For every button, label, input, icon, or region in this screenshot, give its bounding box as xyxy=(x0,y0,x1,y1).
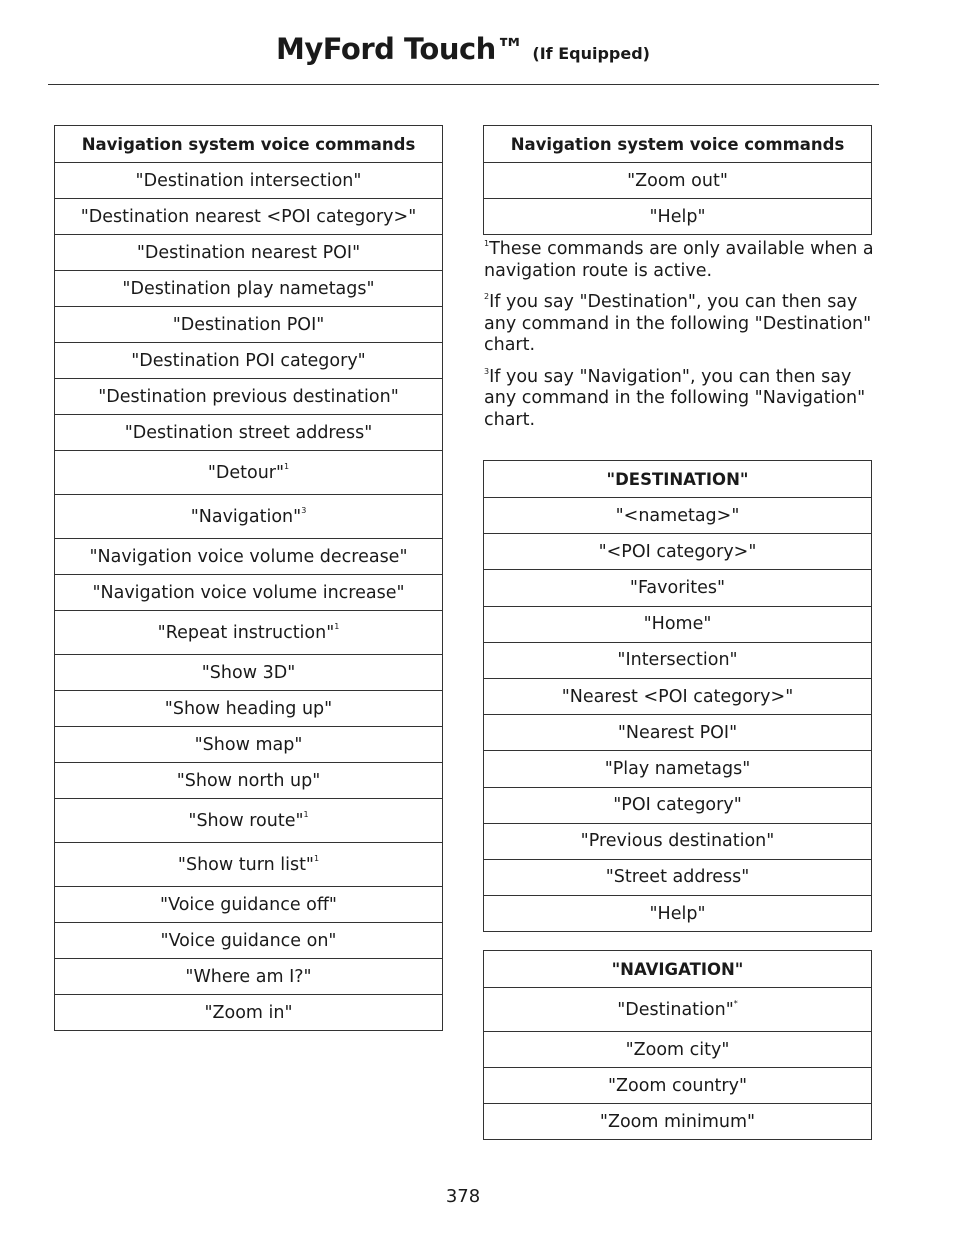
command-cell xyxy=(55,923,443,959)
footnote-text: If you say "Destination", you can then say any command in the following "Destination" chart. xyxy=(484,292,872,355)
navigation-commands-table xyxy=(483,950,872,1140)
command-text: "Show route" xyxy=(188,810,304,831)
command-cell xyxy=(55,843,443,887)
footnote-mark: 1 xyxy=(484,239,490,248)
command-cell xyxy=(55,887,443,923)
table-row xyxy=(484,606,872,642)
command-cell xyxy=(55,655,443,691)
table-header: "NAVIGATION" xyxy=(484,951,872,988)
command-cell xyxy=(484,498,872,534)
footnotes xyxy=(484,239,876,441)
table-row xyxy=(55,235,443,271)
command-cell xyxy=(55,995,443,1031)
table-row xyxy=(55,727,443,763)
command-text: "Previous destination" xyxy=(580,831,775,852)
command-cell xyxy=(484,534,872,570)
command-cell xyxy=(484,1068,872,1104)
table-row xyxy=(55,343,443,379)
command-text: "Destination nearest <POI category>" xyxy=(80,206,417,227)
table-row xyxy=(55,995,443,1031)
command-cell xyxy=(484,678,872,714)
page-number: 378 xyxy=(445,1186,481,1207)
command-cell xyxy=(55,451,443,495)
command-cell xyxy=(484,896,872,932)
table-header: Navigation system voice commands xyxy=(55,126,443,163)
table-row xyxy=(484,1032,872,1068)
table-row xyxy=(55,611,443,655)
table-row xyxy=(484,715,872,751)
command-cell xyxy=(484,859,872,895)
command-text: "Zoom country" xyxy=(607,1075,748,1096)
command-text: "Detour" xyxy=(207,462,285,483)
footnote-mark: 2 xyxy=(484,292,490,301)
command-cell xyxy=(484,642,872,678)
footnote-reference: 1 xyxy=(284,461,290,471)
footnote-mark: 3 xyxy=(484,366,490,376)
command-cell xyxy=(55,415,443,451)
table-row xyxy=(55,271,443,307)
footnote-reference: 1 xyxy=(334,621,340,631)
footnote-text: These commands are only available when a navigation route is active. xyxy=(484,239,874,281)
table-row xyxy=(55,575,443,611)
command-text: "Zoom in" xyxy=(204,1002,293,1023)
command-cell xyxy=(55,539,443,575)
table-row xyxy=(484,642,872,678)
table-row xyxy=(484,859,872,895)
command-text: "Show heading up" xyxy=(164,698,333,719)
command-text: "Show map" xyxy=(194,734,303,755)
command-text: "Navigation voice volume decrease" xyxy=(89,546,408,567)
command-text: "Navigation voice volume increase" xyxy=(92,582,405,603)
command-cell xyxy=(484,606,872,642)
page-title: MyFord Touch™ xyxy=(276,32,525,66)
command-text: "Street address" xyxy=(605,867,750,888)
command-text: "Voice guidance on" xyxy=(160,930,337,951)
table-row xyxy=(484,896,872,932)
command-text: "Where am I?" xyxy=(185,966,312,987)
page-subtitle: (If Equipped) xyxy=(532,44,650,63)
table-row xyxy=(484,823,872,859)
command-cell xyxy=(55,235,443,271)
command-text: "Show north up" xyxy=(176,770,321,791)
command-cell xyxy=(55,611,443,655)
table-row xyxy=(55,495,443,539)
table-row xyxy=(484,498,872,534)
command-text: "Help" xyxy=(649,206,706,227)
table-row xyxy=(55,415,443,451)
command-text: "Help" xyxy=(649,903,706,924)
table-header: "DESTINATION" xyxy=(484,461,872,498)
command-text: "Navigation" xyxy=(190,506,302,527)
destination-commands-table xyxy=(483,460,872,932)
command-text: "POI category" xyxy=(613,795,742,816)
command-text: "Zoom out" xyxy=(627,170,728,191)
command-cell xyxy=(484,199,872,235)
command-cell xyxy=(484,1104,872,1140)
command-cell xyxy=(55,727,443,763)
command-text: "Favorites" xyxy=(629,577,726,598)
command-text: "Destination nearest POI" xyxy=(136,242,361,263)
footnote-1 xyxy=(484,239,876,282)
footnote-reference: 1 xyxy=(313,853,320,863)
command-text: "<POI category>" xyxy=(598,541,757,562)
command-cell xyxy=(55,763,443,799)
command-text: "Voice guidance off" xyxy=(160,894,337,915)
footnote-reference: 1 xyxy=(303,809,309,819)
command-cell xyxy=(484,988,872,1032)
voice-commands-table-right xyxy=(483,125,872,235)
table-row xyxy=(55,163,443,199)
table-row xyxy=(55,307,443,343)
command-cell xyxy=(55,343,443,379)
table-row xyxy=(55,691,443,727)
footnote-reference: * xyxy=(733,998,738,1008)
command-cell xyxy=(484,823,872,859)
command-text: "Repeat instruction" xyxy=(157,622,335,643)
table-row xyxy=(55,799,443,843)
command-cell xyxy=(55,199,443,235)
table-row xyxy=(55,451,443,495)
table-row xyxy=(55,655,443,691)
table-row xyxy=(55,379,443,415)
page-header xyxy=(0,32,926,66)
command-text: "Zoom minimum" xyxy=(599,1111,756,1132)
table-row xyxy=(484,570,872,606)
command-text: "Destination POI category" xyxy=(131,350,366,371)
command-text: "Play nametags" xyxy=(604,758,751,779)
header-divider xyxy=(48,84,879,85)
command-text: "Nearest POI" xyxy=(617,722,738,743)
table-row xyxy=(484,751,872,787)
command-text: "Destination previous destination" xyxy=(98,386,399,407)
footnote-reference: 3 xyxy=(301,505,307,515)
command-text: "Show 3D" xyxy=(201,662,296,683)
command-text: "Intersection" xyxy=(617,650,738,671)
table-row xyxy=(55,923,443,959)
command-cell xyxy=(55,307,443,343)
footnote-3 xyxy=(484,367,876,432)
footnote-text: If you say "Navigation", you can then say any command in the following "Navigation" chart. xyxy=(484,366,866,430)
command-text: "Home" xyxy=(643,614,712,635)
table-row xyxy=(484,534,872,570)
command-cell xyxy=(55,271,443,307)
command-text: "Zoom city" xyxy=(625,1039,730,1060)
command-cell xyxy=(484,787,872,823)
command-text: "Destination street address" xyxy=(124,422,373,443)
table-row xyxy=(55,887,443,923)
table-row xyxy=(484,678,872,714)
command-cell xyxy=(484,570,872,606)
command-cell xyxy=(55,575,443,611)
command-cell xyxy=(55,163,443,199)
command-cell xyxy=(55,379,443,415)
command-cell xyxy=(484,715,872,751)
command-cell xyxy=(55,495,443,539)
table-row xyxy=(484,1068,872,1104)
table-row xyxy=(484,199,872,235)
table-row xyxy=(55,843,443,887)
footnote-2 xyxy=(484,292,876,357)
command-cell xyxy=(484,751,872,787)
table-row xyxy=(55,763,443,799)
command-cell xyxy=(484,1032,872,1068)
command-text: "<nametag>" xyxy=(615,505,740,526)
table-row xyxy=(484,163,872,199)
table-row xyxy=(484,1104,872,1140)
command-cell xyxy=(55,691,443,727)
voice-commands-table-left xyxy=(54,125,443,1031)
command-text: "Destination" xyxy=(617,999,734,1020)
table-row xyxy=(55,959,443,995)
command-cell xyxy=(55,959,443,995)
table-row xyxy=(55,539,443,575)
command-text: "Destination intersection" xyxy=(135,170,362,191)
command-cell xyxy=(484,163,872,199)
table-header: Navigation system voice commands xyxy=(484,126,872,163)
command-text: "Show turn list" xyxy=(177,854,314,875)
table-row xyxy=(484,988,872,1032)
table-row xyxy=(484,787,872,823)
command-cell xyxy=(55,799,443,843)
table-row xyxy=(55,199,443,235)
command-text: "Destination play nametags" xyxy=(122,278,375,299)
command-text: "Nearest <POI category>" xyxy=(561,686,794,707)
command-text: "Destination POI" xyxy=(172,314,325,335)
